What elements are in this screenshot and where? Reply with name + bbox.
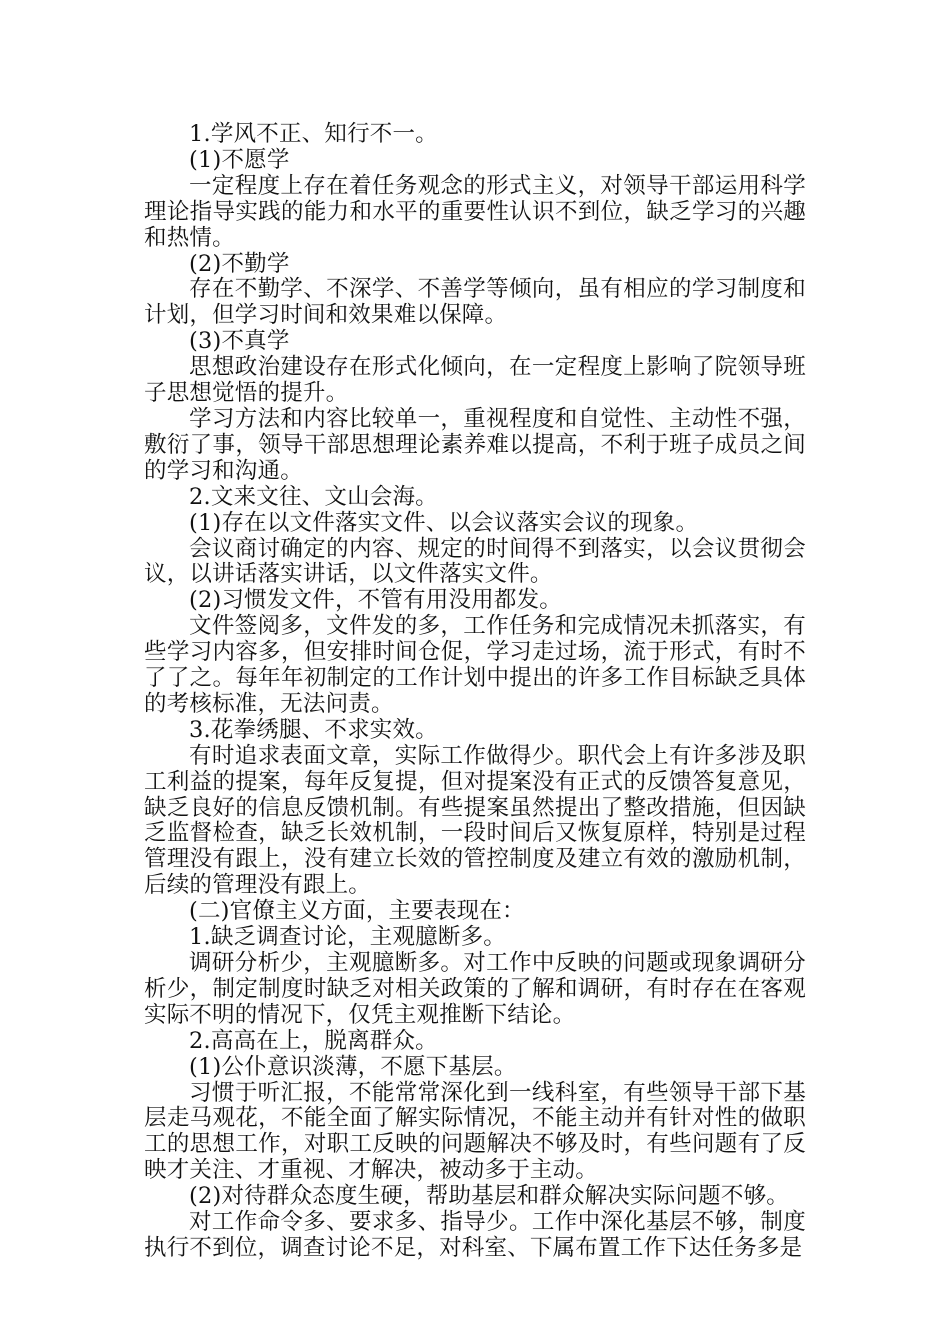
heading-lack-investigation: 1.缺乏调查讨论，主观臆断多。: [189, 924, 506, 951]
heading-study-style: 1.学风不正、知行不一。: [189, 121, 438, 147]
paragraph: 存在不勤学、不深学、不善学等倾向，虽有相应的学习制度和计划，但学习时间和效果难以保障。: [144, 276, 806, 329]
heading-documents-meetings: 2.文来文往、文山会海。: [189, 483, 438, 510]
paragraph: 学习方法和内容比较单一，重视程度和自觉性、主动性不强，敷衍了事，领导干部思想理论素养难以提高，不利于班子成员之间的学习和沟通。: [144, 405, 806, 484]
paragraph: 有时追求表面文章，实际工作做得少。职代会上有许多涉及职工利益的提案，每年反复提，但对提案没有正式的反馈答复意见，缺乏良好的信息反馈机制。有些提案虽然提出了整改措施，但因缺乏监督检查，缺乏长效机制，一段时间后又恢复原样，特别是过程管理没有跟上，没有建立长效的管控制度及建立有效的激励机制，后续的管理没有跟上。: [144, 742, 806, 899]
paragraph: 调研分析少，主观臆断多。对工作中反映的问题或现象调研分析少，制定制度时缺乏对相关政策的了解和调研，有时存在在客观实际不明的情况下，仅凭主观推断下结论。: [144, 950, 806, 1028]
heading-detached-masses: 2.高高在上，脱离群众。: [189, 1027, 438, 1054]
subheading-documents: (1)存在以文件落实文件、以会议落实会议的现象。: [189, 509, 699, 536]
heading-no-results: 3.花拳绣腿、不求实效。: [189, 716, 438, 743]
heading-bureaucratism: (二)官僚主义方面，主要表现在：: [189, 898, 525, 925]
subheading-unwilling-study: (1)不愿学: [189, 146, 290, 173]
subheading-servant-awareness: (1)公仆意识淡薄，不愿下基层。: [189, 1053, 517, 1080]
subheading-not-genuine: (3)不真学: [189, 328, 290, 355]
document-body: [144, 122, 806, 1262]
paragraph: 文件签阅多，文件发的多，工作任务和完成情况未抓落实，有些学习内容多，但安排时间仓促，学习走过场，流于形式，有时不了了之。每年年初制定的工作计划中提出的许多工作目标缺乏具体的考核标准，无法问责。: [144, 613, 806, 717]
paragraph: 一定程度上存在着任务观念的形式主义，对领导干部运用科学理论指导实践的能力和水平的重要性认识不到位，缺乏学习的兴趣和热情。: [144, 172, 806, 251]
subheading-attitude: (2)对待群众态度生硬，帮助基层和群众解决实际问题不够。: [189, 1183, 789, 1210]
paragraph: 思想政治建设存在形式化倾向，在一定程度上影响了院领导班子思想觉悟的提升。: [144, 354, 806, 407]
paragraph: 会议商讨确定的内容、规定的时间得不到落实，以会议贯彻会议，以讲话落实讲话，以文件落实文件。: [144, 535, 806, 588]
subheading-issuing-documents: (2)习惯发文件，不管有用没用都发。: [189, 587, 562, 614]
paragraph: 对工作命令多、要求多、指导少。工作中深化基层不够，制度执行不到位，调查讨论不足，对科室、下属布置工作下达任务多是: [144, 1209, 806, 1261]
subheading-not-diligent: (2)不勤学: [189, 250, 290, 277]
paragraph: 习惯于听汇报，不能常常深化到一线科室，有些领导干部下基层走马观花，不能全面了解实际情况，不能主动并有针对性的做职工的思想工作，对职工反映的问题解决不够及时，有些问题有了反映才关注、才重视、才解决，被动多于主动。: [144, 1079, 806, 1184]
